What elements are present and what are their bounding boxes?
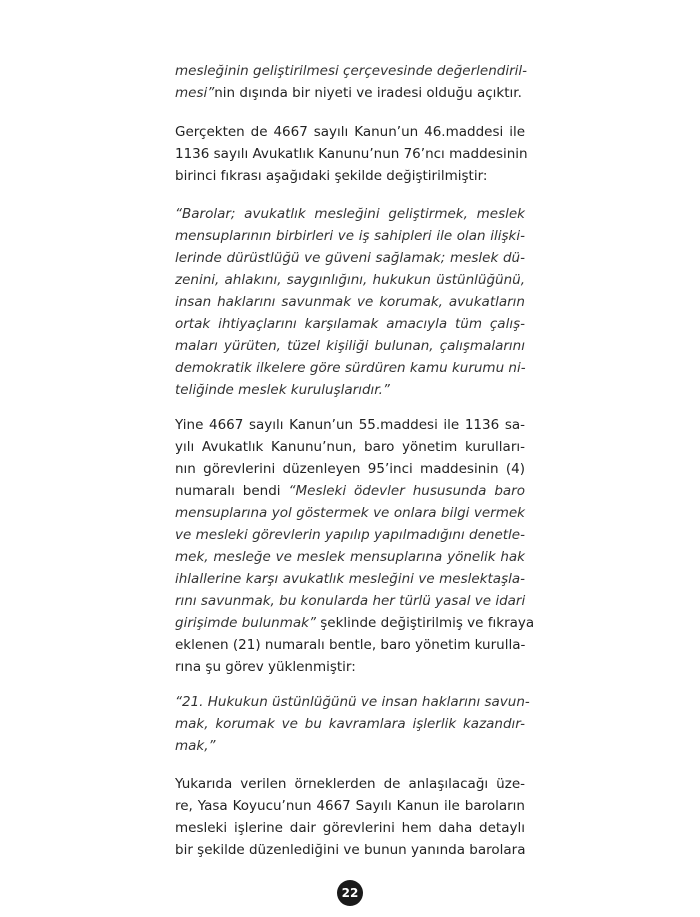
italic-text-segment: “21. Hukukun üstünlüğünü ve insan haklarını savun- (175, 694, 530, 710)
text-line (175, 839, 525, 861)
italic-text-segment: mensuplarına yol göstermek ve onlara bilgi vermek (175, 505, 525, 521)
text-line (175, 546, 525, 568)
text-line (175, 414, 525, 436)
text-line (175, 795, 525, 817)
text-line (175, 691, 530, 713)
quote-article-21 (175, 691, 530, 757)
paragraph-3 (175, 414, 535, 678)
text-segment: rına şu görev yüklenmiştir: (175, 659, 356, 675)
text-segment: Yine 4667 sayılı Kanun’un 55.maddesi ile 1136 sa- (175, 417, 525, 433)
text-line (175, 82, 525, 104)
text-segment: birinci fıkrası aşağıdaki şekilde değiştirilmiştir: (175, 168, 488, 184)
italic-text-segment: ve mesleki görevlerin yapılıp yapılmadığını denetle- (175, 527, 525, 543)
italic-text-segment: lerinde dürüstlüğü ve güveni sağlamak; meslek dü- (175, 250, 525, 266)
italic-text-segment: mesleğinin geliştirilmesi çerçevesinde değerlendiril- (175, 63, 528, 79)
text-line (175, 480, 525, 502)
italic-text-segment: zenini, ahlakını, saygınlığını, hukukun üstünlüğünü, (175, 272, 525, 288)
italic-text-segment: mak, korumak ve bu kavramlara işlerlik kazandır- (175, 716, 525, 732)
text-line (175, 121, 525, 143)
text-line (175, 436, 525, 458)
paragraph-1 (175, 60, 528, 104)
italic-text-segment: mek, mesleğe ve meslek mensuplarına yönelik hak (175, 549, 525, 565)
paragraph-2 (175, 121, 528, 187)
italic-text-segment: demokratik ilkelere göre sürdüren kamu kurumu ni- (175, 360, 526, 376)
text-line (175, 773, 525, 795)
text-segment: şeklinde değiştirilmiş ve fıkraya (315, 615, 535, 631)
quote-barolar (175, 203, 525, 401)
italic-text-segment: mensuplarının birbirleri ve iş sahipleri ile olan ilişki- (175, 228, 525, 244)
text-line (175, 225, 525, 247)
text-line (175, 568, 525, 590)
italic-text-segment: ihlallerine karşı avukatlık mesleğini ve meslektaşla- (175, 571, 525, 587)
italic-text-segment: ortak ihtiyaçlarını karşılamak amacıyla tüm çalış- (175, 316, 525, 332)
text-line (175, 247, 525, 269)
text-line (175, 143, 528, 165)
text-line (175, 656, 525, 678)
italic-text-segment: “Mesleki ödevler hususunda baro (288, 483, 525, 499)
text-line (175, 357, 525, 379)
text-line (175, 817, 525, 839)
text-line (175, 634, 525, 656)
text-segment: yılı Avukatlık Kanunu’nun, baro yönetim kurulları- (175, 439, 525, 455)
text-segment: 1136 sayılı Avukatlık Kanunu’nun 76’ncı maddesinin (175, 146, 528, 162)
text-line (175, 60, 528, 82)
text-line (175, 335, 525, 357)
italic-text-segment: girişimde bulunmak” (175, 615, 316, 631)
italic-text-segment: insan haklarını savunmak ve korumak, avukatların (175, 294, 525, 310)
italic-text-segment: “Barolar; avukatlık mesleğini geliştirmek, meslek (175, 206, 525, 222)
italic-text-segment: mak,” (175, 738, 216, 754)
text-line (175, 291, 525, 313)
page-number: 22 (337, 880, 363, 906)
text-segment: mesleki işlerine dair görevlerini hem daha detaylı (175, 820, 525, 836)
italic-text-segment: teliğinde meslek kuruluşlarıdır.” (175, 382, 390, 398)
text-line (175, 313, 525, 335)
text-line (175, 590, 525, 612)
text-segment: nin dışında bir niyeti ve iradesi olduğu açıktır. (214, 85, 522, 101)
text-line (175, 713, 525, 735)
text-line (175, 379, 525, 401)
italic-text-segment: maları yürüten, tüzel kişiliği bulunan, çalışmalarını (175, 338, 525, 354)
text-segment: re, Yasa Koyucu’nun 4667 Sayılı Kanun ile baroların (175, 798, 525, 814)
italic-text-segment: rını savunmak, bu konularda her türlü yasal ve idari (175, 593, 526, 609)
italic-text-segment: mesi” (175, 85, 215, 101)
text-line (175, 502, 525, 524)
paragraph-4 (175, 773, 525, 861)
text-segment: Gerçekten de 4667 sayılı Kanun’un 46.maddesi ile (175, 124, 525, 140)
text-line (175, 612, 535, 634)
text-segment: bir şekilde düzenlediğini ve bunun yanında barolara (175, 842, 526, 858)
text-segment: Yukarıda verilen örneklerden de anlaşılacağı üze- (175, 776, 525, 792)
text-line (175, 735, 525, 757)
text-line (175, 458, 525, 480)
text-line (175, 524, 525, 546)
text-segment: nın görevlerini düzenleyen 95’inci maddesinin (4) (175, 461, 525, 477)
text-segment: eklenen (21) numaralı bentle, baro yönetim kurulla- (175, 637, 526, 653)
text-segment: numaralı bendi (175, 483, 289, 499)
text-line (175, 269, 525, 291)
text-line (175, 165, 525, 187)
text-line (175, 203, 525, 225)
